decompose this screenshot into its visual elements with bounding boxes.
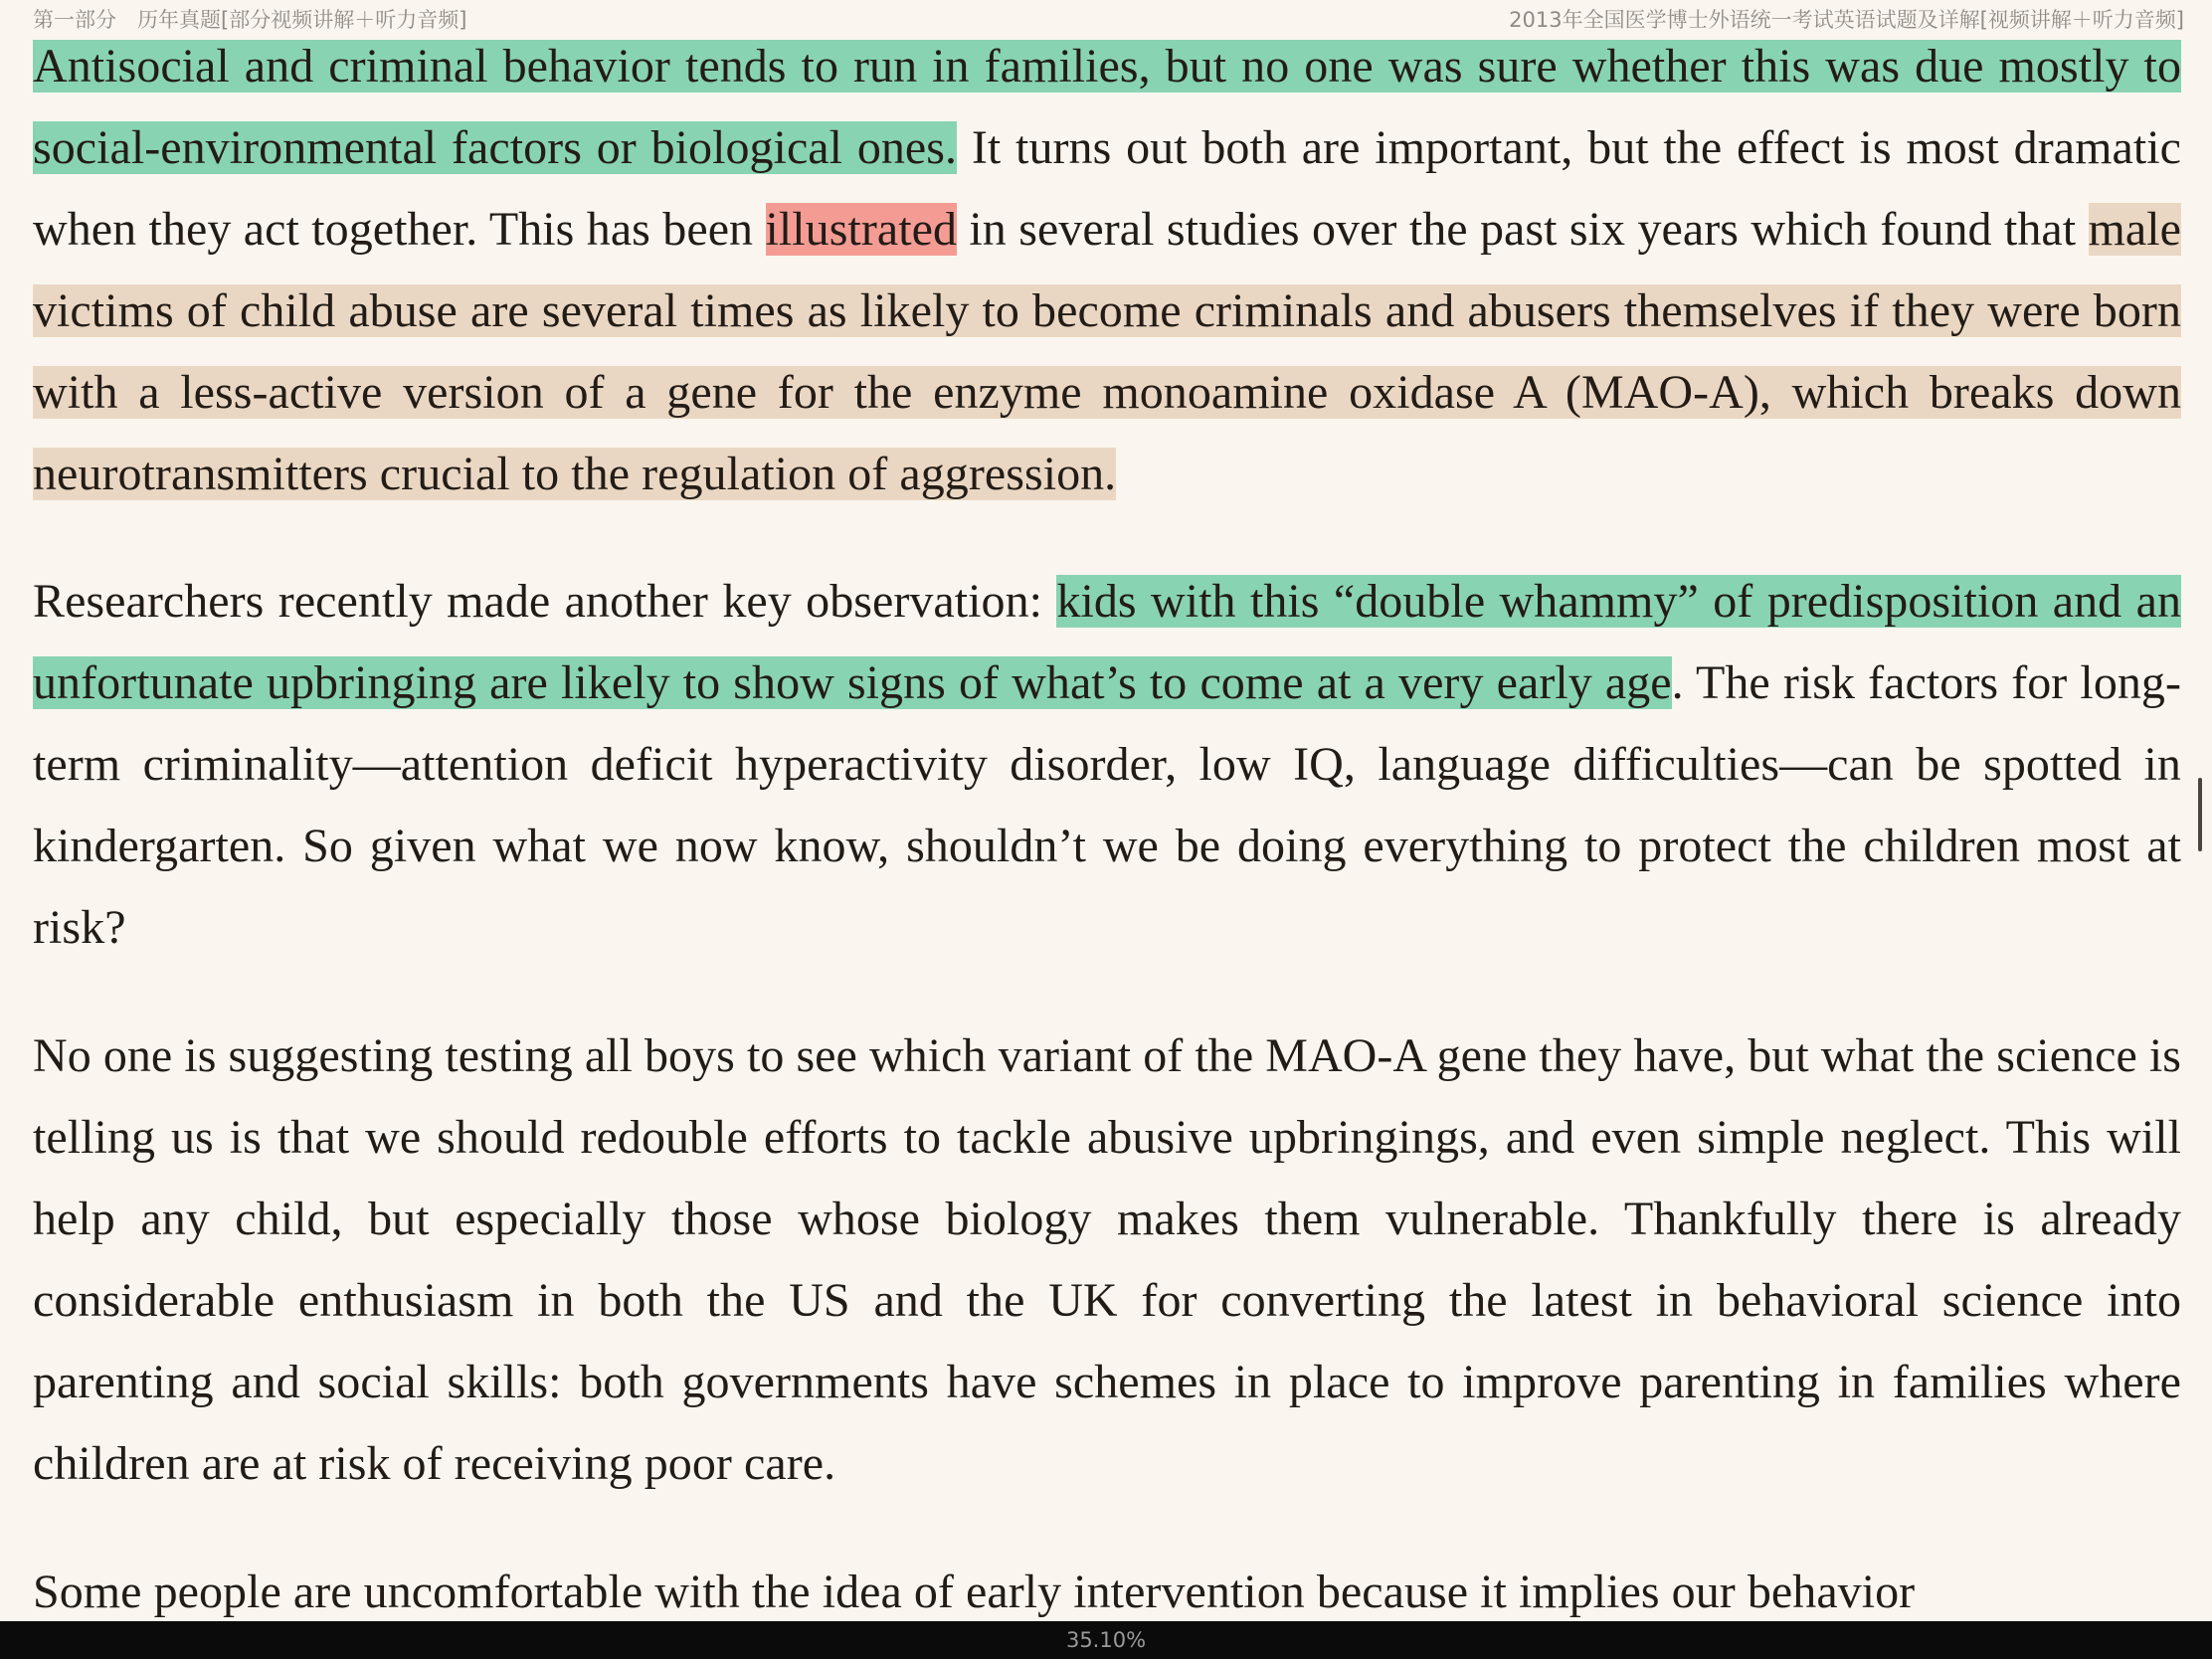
text-run: . The risk factors for long-term criminality—attention deficit hyperactivity disorder, low IQ, language difficulties—can be spotted in kindergarten. So given what we now know, shouldn’t we be doing everything to protect the children most at risk? [33,656,2181,954]
progress-footer [0,1621,2212,1659]
text-run: It turns out both are important, but the effect is most dramatic when they act together. This has been [33,121,2181,256]
highlight-green[interactable]: Antisocial and criminal behavior tends to run in families, but no one was sure whether this was due mostly to social-environmental factors or biological ones. [33,40,2181,174]
text-run: No one is suggesting testing all boys to see which variant of the MAO-A gene they have, but what the science is telling us is that we should redouble efforts to tackle abusive upbringings, and even simple neglect. This will help any child, but especially those whose biology makes them vulnerable. Thankfully there is already considerable enthusiasm in both the US and the UK for converting the latest in behavioral science into parenting and social skills: both governments have schemes in place to improve parenting in families where children are at risk of receiving poor care. [33,1029,2181,1490]
text-run: Some people are uncomfortable with the idea of early intervention because it implies our behavior [33,1566,1916,1618]
reading-progress: 35.10% [1065,1628,1147,1652]
paragraph-4[interactable] [33,1552,2181,1621]
paragraph-3[interactable] [33,1015,2181,1505]
section-title: 第一部分 历年真题[部分视频讲解＋听力音频] [33,8,467,32]
highlight-tan[interactable]: male victims of child abuse are several times as likely to become criminals and abusers themselves if they were born with a less-active version of a gene for the enzyme monoamine oxidase A (MAO-A), which breaks down neurotransmitters crucial to the regulation of aggression. [33,203,2181,500]
paragraph-2[interactable] [33,561,2181,969]
reading-content[interactable] [33,0,2181,1621]
text-run: Researchers recently made another key observation: [33,575,1057,628]
highlight-red[interactable]: illustrated [765,203,958,256]
paragraph-1[interactable] [33,26,2181,515]
text-run: in several studies over the past six years which found that [957,203,2089,256]
highlight-green[interactable]: kids with this “double whammy” of predisposition and an unfortunate upbringing are likely to show signs of what’s to come at a very early age [33,575,2181,709]
book-title: 2013年全国医学博士外语统一考试英语试题及详解[视频讲解＋听力音频] [1509,8,2184,32]
scroll-indicator[interactable] [2198,778,2202,851]
